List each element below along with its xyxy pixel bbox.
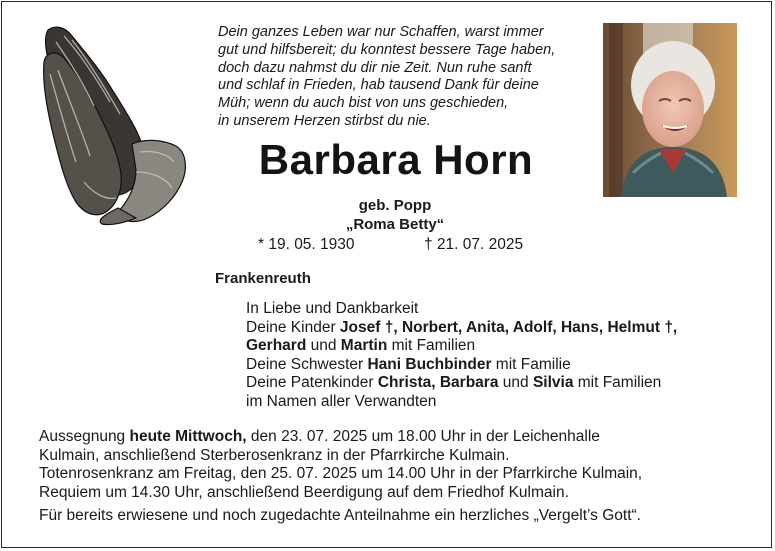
- portrait-photo: [603, 23, 737, 197]
- maiden-name: geb. Popp: [358, 197, 432, 214]
- poem-line: Müh; wenn du auch bist von uns geschieden,: [218, 95, 509, 112]
- poem-line: in unserem Herzen stirbst du nie.: [218, 112, 431, 129]
- info-line: Requiem um 14.30 Uhr, anschließend Beerdigung auf dem Friedhof Kulmain.: [39, 483, 569, 501]
- mourners-line: Gerhard und Martin mit Familien: [246, 337, 476, 355]
- birth-date: * 19. 05. 1930: [258, 236, 355, 253]
- death-date: † 21. 07. 2025: [424, 236, 524, 253]
- mourners-list: [246, 300, 746, 412]
- info-line: Aussegnung heute Mittwoch, den 23. 07. 2025 um 18.00 Uhr in der Leichenhalle: [39, 428, 600, 445]
- poem-line: gut und hilfsbereit; du konntest bessere Tage haben,: [218, 41, 556, 58]
- poem: [218, 24, 588, 131]
- mourners-line: Deine Patenkinder Christa, Barbara und Silvia mit Familien: [246, 374, 662, 392]
- poem-line: Dein ganzes Leben war nur Schaffen, warst immer: [218, 24, 544, 40]
- mourners-line: In Liebe und Dankbarkeit: [246, 300, 419, 317]
- info-line: Kulmain, anschließend Sterberosenkranz in der Pfarrkirche Kulmain.: [39, 446, 510, 464]
- poem-line: doch dazu nahmst du dir nie Zeit. Nun ruhe sanft: [218, 59, 532, 76]
- thanks-line: Für bereits erwiesene und noch zugedachte Anteilnahme ein herzliches „Vergelt’s Gott“.: [39, 507, 641, 524]
- funeral-info: [39, 428, 739, 502]
- hometown: Frankenreuth: [215, 270, 311, 287]
- deceased-name: Barbara Horn: [258, 136, 534, 183]
- poem-line: und schlaf in Frieden, hab tausend Dank für deine: [218, 77, 539, 94]
- mourners-line: Deine Schwester Hani Buchbinder mit Familie: [246, 355, 571, 373]
- maiden-name-block: [290, 196, 500, 234]
- info-line: Totenrosenkranz am Freitag, den 25. 07. 2025 um 14.00 Uhr in der Pfarrkirche Kulmain,: [39, 465, 643, 483]
- praying-hands-icon: [36, 22, 191, 227]
- nickname: „Roma Betty“: [345, 216, 445, 233]
- mourners-line: im Namen aller Verwandten: [246, 392, 437, 410]
- mourners-line: Deine Kinder Josef †, Norbert, Anita, Adolf, Hans, Helmut †,: [246, 318, 678, 336]
